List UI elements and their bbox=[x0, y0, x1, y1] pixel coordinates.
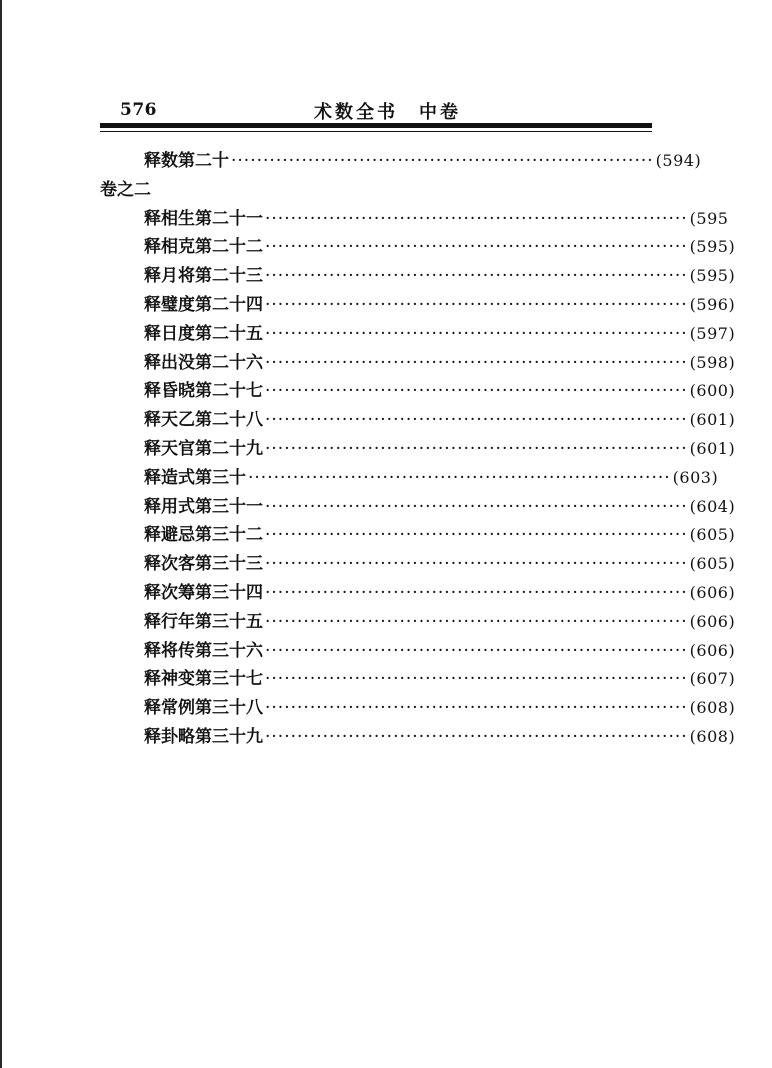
toc-leader-dots: ·································································· bbox=[265, 669, 688, 690]
toc-entry bbox=[100, 493, 736, 522]
toc-leader-dots: ·································································· bbox=[231, 151, 654, 171]
page-edge-line bbox=[0, 0, 2, 1068]
toc-entry-page: (596) bbox=[689, 294, 736, 314]
toc-entry-page: (597) bbox=[689, 323, 736, 343]
toc-entry-page: (608) bbox=[689, 726, 736, 746]
toc-leader-dots: ·································································· bbox=[265, 611, 688, 632]
toc-leader-dots: ·································································· bbox=[265, 294, 688, 315]
toc-entry bbox=[100, 406, 736, 435]
toc-entry bbox=[100, 262, 736, 291]
toc-entry-title: 释避忌第三十二 bbox=[144, 525, 263, 546]
toc-entry-title: 释次客第三十三 bbox=[144, 554, 263, 575]
toc-entry bbox=[100, 694, 736, 723]
toc-entry bbox=[100, 349, 736, 378]
toc-leader-dots: ·································································· bbox=[265, 237, 688, 258]
toc-entry bbox=[100, 521, 736, 550]
toc-entry-title: 释次筹第三十四 bbox=[144, 582, 263, 603]
toc-entry-page: (598) bbox=[689, 352, 736, 372]
toc-entry-page: (605) bbox=[689, 554, 736, 574]
toc-entry bbox=[100, 205, 729, 234]
toc-leader-dots: ·································································· bbox=[265, 352, 688, 373]
toc-leader-dots: ·································································· bbox=[265, 323, 688, 344]
toc-leader-dots: ·································································· bbox=[265, 266, 688, 287]
toc-entry-title: 释天乙第二十八 bbox=[144, 410, 263, 431]
toc-entry-page: (600) bbox=[689, 381, 736, 401]
toc-entry-page: (606) bbox=[689, 582, 736, 602]
page-number: 576 bbox=[120, 100, 157, 120]
running-head bbox=[100, 98, 652, 122]
toc-entry-title: 释造式第三十 bbox=[144, 467, 246, 488]
toc-entry bbox=[100, 579, 736, 608]
toc-entry bbox=[100, 320, 736, 349]
toc-entry-page: (608) bbox=[689, 698, 736, 718]
toc-entry-title: 释行年第三十五 bbox=[144, 611, 263, 632]
toc-leader-dots: ·································································· bbox=[248, 467, 671, 488]
toc-entry-page: (594) bbox=[655, 151, 702, 170]
toc-leader-dots: ·································································· bbox=[265, 496, 688, 517]
toc-entry bbox=[100, 435, 736, 464]
toc-entry-page: (604) bbox=[689, 496, 736, 516]
toc-entry bbox=[100, 723, 736, 752]
toc-entry-title: 释数第二十 bbox=[144, 151, 229, 171]
toc-entry bbox=[100, 147, 702, 176]
toc-section-heading: 卷之二 bbox=[100, 179, 151, 200]
toc-entry-page: (595) bbox=[689, 237, 736, 257]
toc-entry-title: 释璧度第二十四 bbox=[144, 294, 263, 315]
toc-entry-page: (606) bbox=[689, 611, 736, 631]
toc-entry-title: 释用式第三十一 bbox=[144, 496, 263, 517]
toc-entry bbox=[100, 608, 736, 637]
toc-entry-title: 释神变第三十七 bbox=[144, 669, 263, 690]
toc-entry bbox=[100, 377, 736, 406]
toc-leader-dots: ·································································· bbox=[265, 640, 688, 661]
toc-entry-title: 释昏晓第二十七 bbox=[144, 381, 263, 402]
toc-leader-dots: ·································································· bbox=[265, 554, 688, 575]
table-of-contents bbox=[100, 147, 736, 752]
toc-entry-page: (603) bbox=[672, 467, 719, 487]
toc-leader-dots: ·································································· bbox=[265, 381, 688, 402]
header-rule-thin bbox=[100, 131, 652, 132]
header-rule-thick bbox=[100, 123, 652, 128]
toc-entry-page: (595 bbox=[689, 208, 729, 228]
toc-leader-dots: ·································································· bbox=[265, 582, 688, 603]
toc-entry-page: (606) bbox=[689, 640, 736, 660]
toc-entry bbox=[100, 233, 736, 262]
toc-entry-title: 释相生第二十一 bbox=[144, 208, 263, 229]
toc-entry-title: 释常例第三十八 bbox=[144, 698, 263, 719]
toc-entry-title: 释相克第二十二 bbox=[144, 237, 263, 258]
toc-entry-title: 释出没第二十六 bbox=[144, 352, 263, 373]
toc-leader-dots: ·································································· bbox=[265, 525, 688, 546]
toc-entry-title: 释将传第三十六 bbox=[144, 640, 263, 661]
toc-leader-dots: ·································································· bbox=[265, 438, 688, 459]
toc-entry bbox=[100, 637, 736, 666]
toc-entry-page: (601) bbox=[689, 410, 736, 430]
book-title: 术数全书 中卷 bbox=[314, 102, 461, 123]
toc-entry bbox=[100, 291, 736, 320]
toc-entry-list bbox=[100, 205, 736, 752]
toc-entry-page: (605) bbox=[689, 525, 736, 545]
toc-entry bbox=[100, 665, 736, 694]
toc-entry-title: 释日度第二十五 bbox=[144, 323, 263, 344]
toc-entry-title: 释月将第二十三 bbox=[144, 266, 263, 287]
toc-entry-title: 释卦略第三十九 bbox=[144, 726, 263, 747]
toc-leader-dots: ·································································· bbox=[265, 208, 688, 229]
toc-entry-title: 释天官第二十九 bbox=[144, 438, 263, 459]
toc-leader-dots: ·································································· bbox=[265, 698, 688, 719]
toc-leader-dots: ·································································· bbox=[265, 726, 688, 747]
toc-leader-dots: ·································································· bbox=[265, 410, 688, 431]
toc-entry-page: (595) bbox=[689, 266, 736, 286]
toc-entry bbox=[100, 464, 719, 493]
toc-entry bbox=[100, 550, 736, 579]
toc-entry-page: (601) bbox=[689, 438, 736, 458]
toc-entry-page: (607) bbox=[689, 669, 736, 689]
